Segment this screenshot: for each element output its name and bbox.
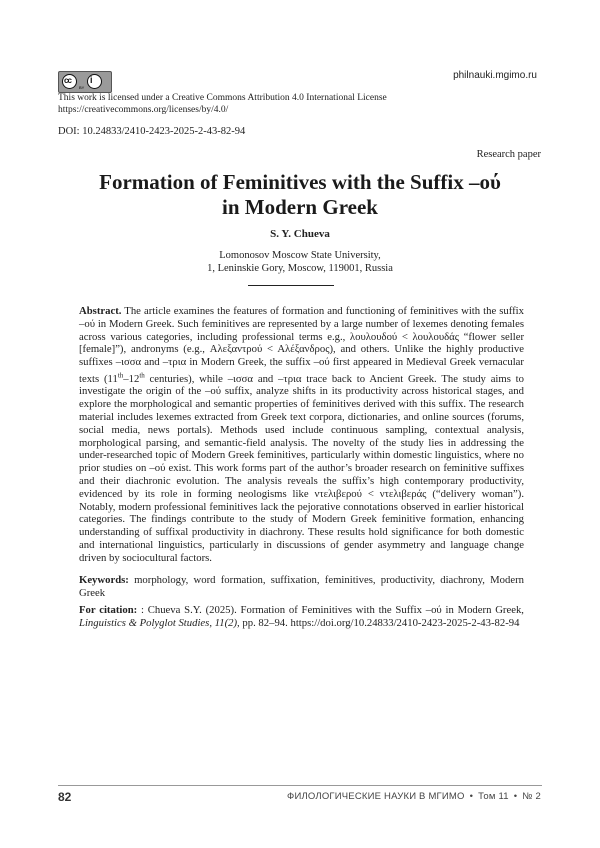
affiliation-line-2: 1, Leninskie Gory, Moscow, 119001, Russia [207,263,393,274]
title-line-2: in Modern Greek [222,195,378,219]
abstract-text: The article examines the features of formation and functioning of feminitives with the suffix –ού in Modern Greek. Such feminitives are represented by a large number of lexemes denoting females across various categories, including professional terms e.g., λουλουδού < λουλουδάς “flower seller [female]”), andronyms (e.g., Αλεξαντρού < Αλέξανδρος), and others. Unlike the highly productive suffixes –ισσα and –τρια in Modern Greek, the suffix –ού first appeared in Medieval Greek vernacular texts (11th–12th centuries), while –ισσα and –τρια trace back to Ancient Greek. The study aims to investigate the origin of the –ού suffix, analyze shifts in its productivity across historical stages, and explore the morphological and semantic properties of feminitives derived with this suffix. The research material includes lexemes extracted from Greek text corpora, dictionaries, and online sources (forums, social media, news portals). Methods used include continuous sampling, contextual analysis, morphological parsing, and semantic-field analysis. The novelty of the study lies in addressing the under-researched topic of Modern Greek feminitives, particularly within domestic linguistics, where no prior studies on –ού exist. This work forms part of the author’s broader research on feminitive suffixes and their diachronic evolution. The analysis reveals the suffix’s high contemporary productivity, evidenced by its role in forming neologisms like ντελιβερού < ντελιβεράς (“delivery woman”). Notably, modern professional feminitives lack the pejorative connotations observed in earlier historical categories. The findings contribute to the study of Modern Greek feminitive formation, enhancing understanding of suffixal productivity in diachrony. These results hold significance for both domestic and international linguistics, particularly in discussions of gender asymmetry and language change driven by sociocultural factors. [79,305,524,564]
keywords-text: morphology, word formation, suffixation, feminitives, productivity, diachrony, Modern Greek [79,574,524,599]
journal-name: ФИЛОЛОГИЧЕСКИЕ НАУКИ В МГИМО [287,791,465,802]
paper-type: Research paper [476,149,541,160]
attribution-icon: i [87,74,102,89]
citation-journal: Linguistics & Polyglot Studies, 11(2), [79,616,240,629]
journal-site-link[interactable]: philnauki.mgimo.ru [453,70,537,81]
article-title [0,170,600,220]
title-line-1: Formation of Feminitives with the Suffix –ού [99,170,501,194]
affiliation [0,249,600,275]
author-name: S. Y. Chueva [270,228,330,240]
issue: № 2 [522,791,541,802]
page-number: 82 [58,790,72,804]
citation-pages-doi[interactable]: pp. 82–94. https://doi.org/10.24833/2410-2423-2025-2-43-82-94 [239,616,520,629]
license-url[interactable]: https://creativecommons.org/licenses/by/4.0/ [58,104,229,115]
license-notice [58,93,387,116]
abstract [79,305,524,565]
footer-separator: • [469,791,474,802]
footer-rule [58,785,542,786]
doi: DOI: 10.24833/2410-2423-2025-2-43-82-94 [58,126,246,137]
journal-running-footer [287,791,541,802]
cc-icon: cc [62,74,77,89]
citation-text: : Chueva S.Y. (2025). Formation of Feminitives with the Suffix –ού in Modern Greek, [137,604,524,616]
keywords [79,574,524,600]
citation [79,604,524,630]
keywords-label: Keywords: [79,574,129,586]
abstract-label: Abstract. [79,305,122,317]
cc-by-license-badge[interactable] [58,71,112,93]
affiliation-line-1: Lomonosov Moscow State University, [219,250,381,261]
by-label: BY [79,85,85,90]
footer-separator: • [513,791,518,802]
divider [248,285,334,286]
license-text: This work is licensed under a Creative Commons Attribution 4.0 International License [58,93,387,103]
citation-label: For citation: [79,604,138,616]
volume: Том 11 [478,791,509,802]
